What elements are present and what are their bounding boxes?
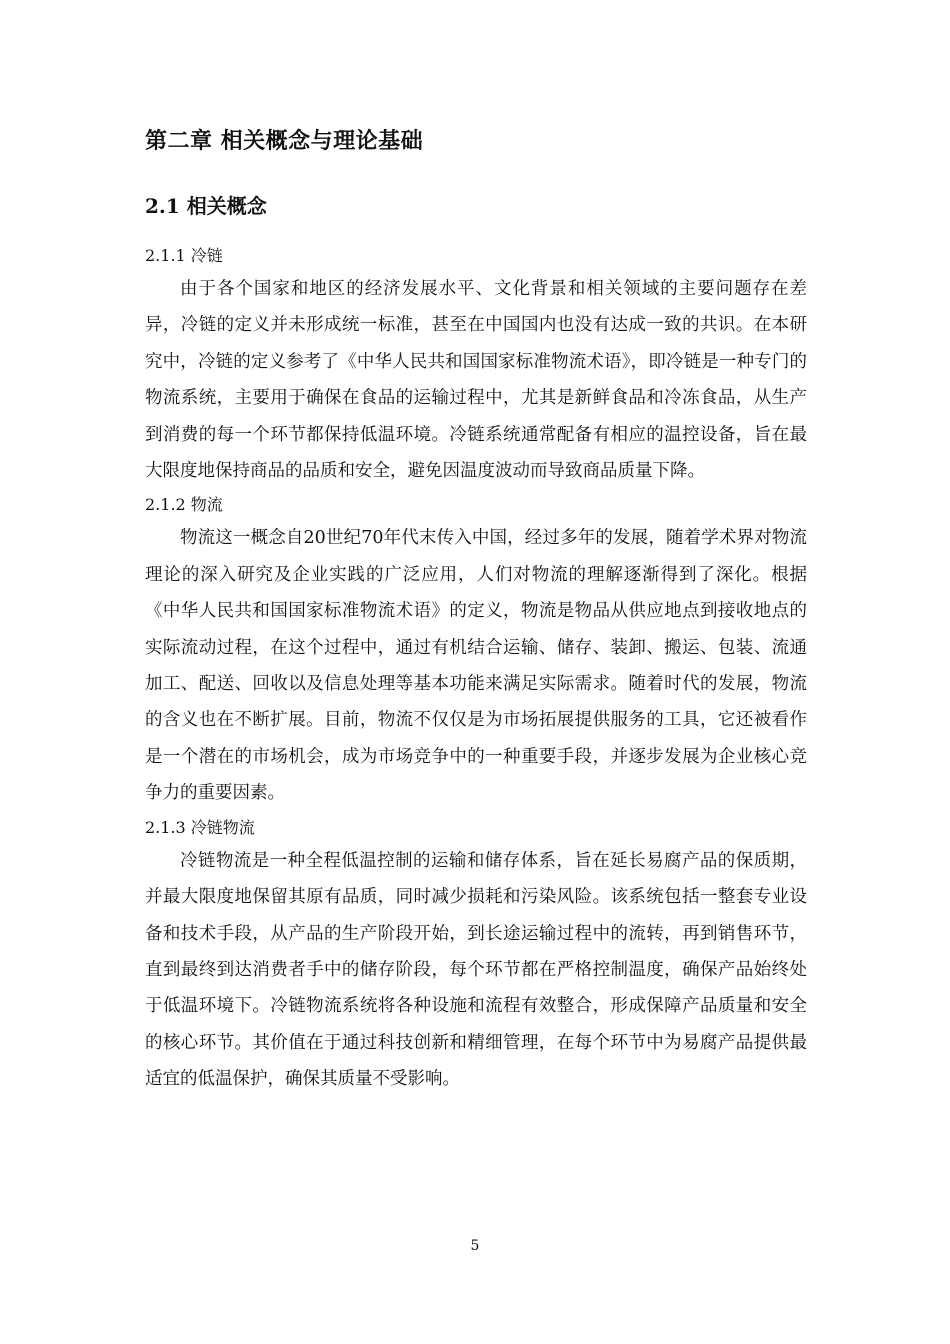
subsection-heading-logistics: 2.1.2 物流	[145, 495, 223, 515]
subsection-heading-cold-chain: 2.1.1 冷链	[145, 246, 223, 265]
paragraph-logistics: 物流这一概念自20世纪70年代末传入中国，经过多年的发展，随着学术界对物流理论的深入研究及企业实践的广泛应用，人们对物流的理解逐渐得到了深化。根据《中华人民共和国国家标准物流术语》的定义，物流是物品从供应地点到接收地点的实际流动过程，在这个过程中，通过有机结合运输、储存、装卸、搬运、包装、流通加工、配送、回收以及信息处理等基本功能来满足实际需求。随着时代的发展，物流的含义也在不断扩展。目前，物流不仅仅是为市场拓展提供服务的工具，它还被看作是一个潜在的市场机会，成为市场竞争中的一种重要手段，并逐步发展为企业核心竞争力的重要因素。	[145, 528, 807, 804]
paragraph-cold-chain: 由于各个国家和地区的经济发展水平、文化背景和相关领域的主要问题存在差异，冷链的定义并未形成统一标准，甚至在中国国内也没有达成一致的共识。在本研究中，冷链的定义参考了《中华人民共和国国家标准物流术语》，即冷链是一种专门的物流系统，主要用于确保在食品的运输过程中，尤其是新鲜食品和冷冻食品，从生产到消费的每一个环节都保持低温环境。冷链系统通常配备有相应的温控设备，旨在最大限度地保持商品的品质和安全，避免因温度波动而导致商品质量下降。	[145, 279, 807, 482]
chapter-title: 第二章 相关概念与理论基础	[145, 128, 424, 154]
paragraph-cold-chain-logistics: 冷链物流是一种全程低温控制的运输和储存体系，旨在延长易腐产品的保质期，并最大限度地保留其原有品质，同时减少损耗和污染风险。该系统包括一整套专业设备和技术手段，从产品的生产阶段开始，到长途运输过程中的流转，再到销售环节，直到最终到达消费者手中的储存阶段，每个环节都在严格控制温度，确保产品始终处于低温环境下。冷链物流系统将各种设施和流程有效整合，形成保障产品质量和安全的核心环节。其价值在于通过科技创新和精细管理，在每个环节中为易腐产品提供最适宜的低温保护，确保其质量不受影响。	[145, 850, 807, 1090]
subsection-heading-cold-chain-logistics: 2.1.3 冷链物流	[145, 817, 255, 837]
section-title: 2.1 相关概念	[145, 194, 267, 218]
page-number: 5	[470, 1238, 480, 1254]
page-content	[145, 241, 807, 1099]
